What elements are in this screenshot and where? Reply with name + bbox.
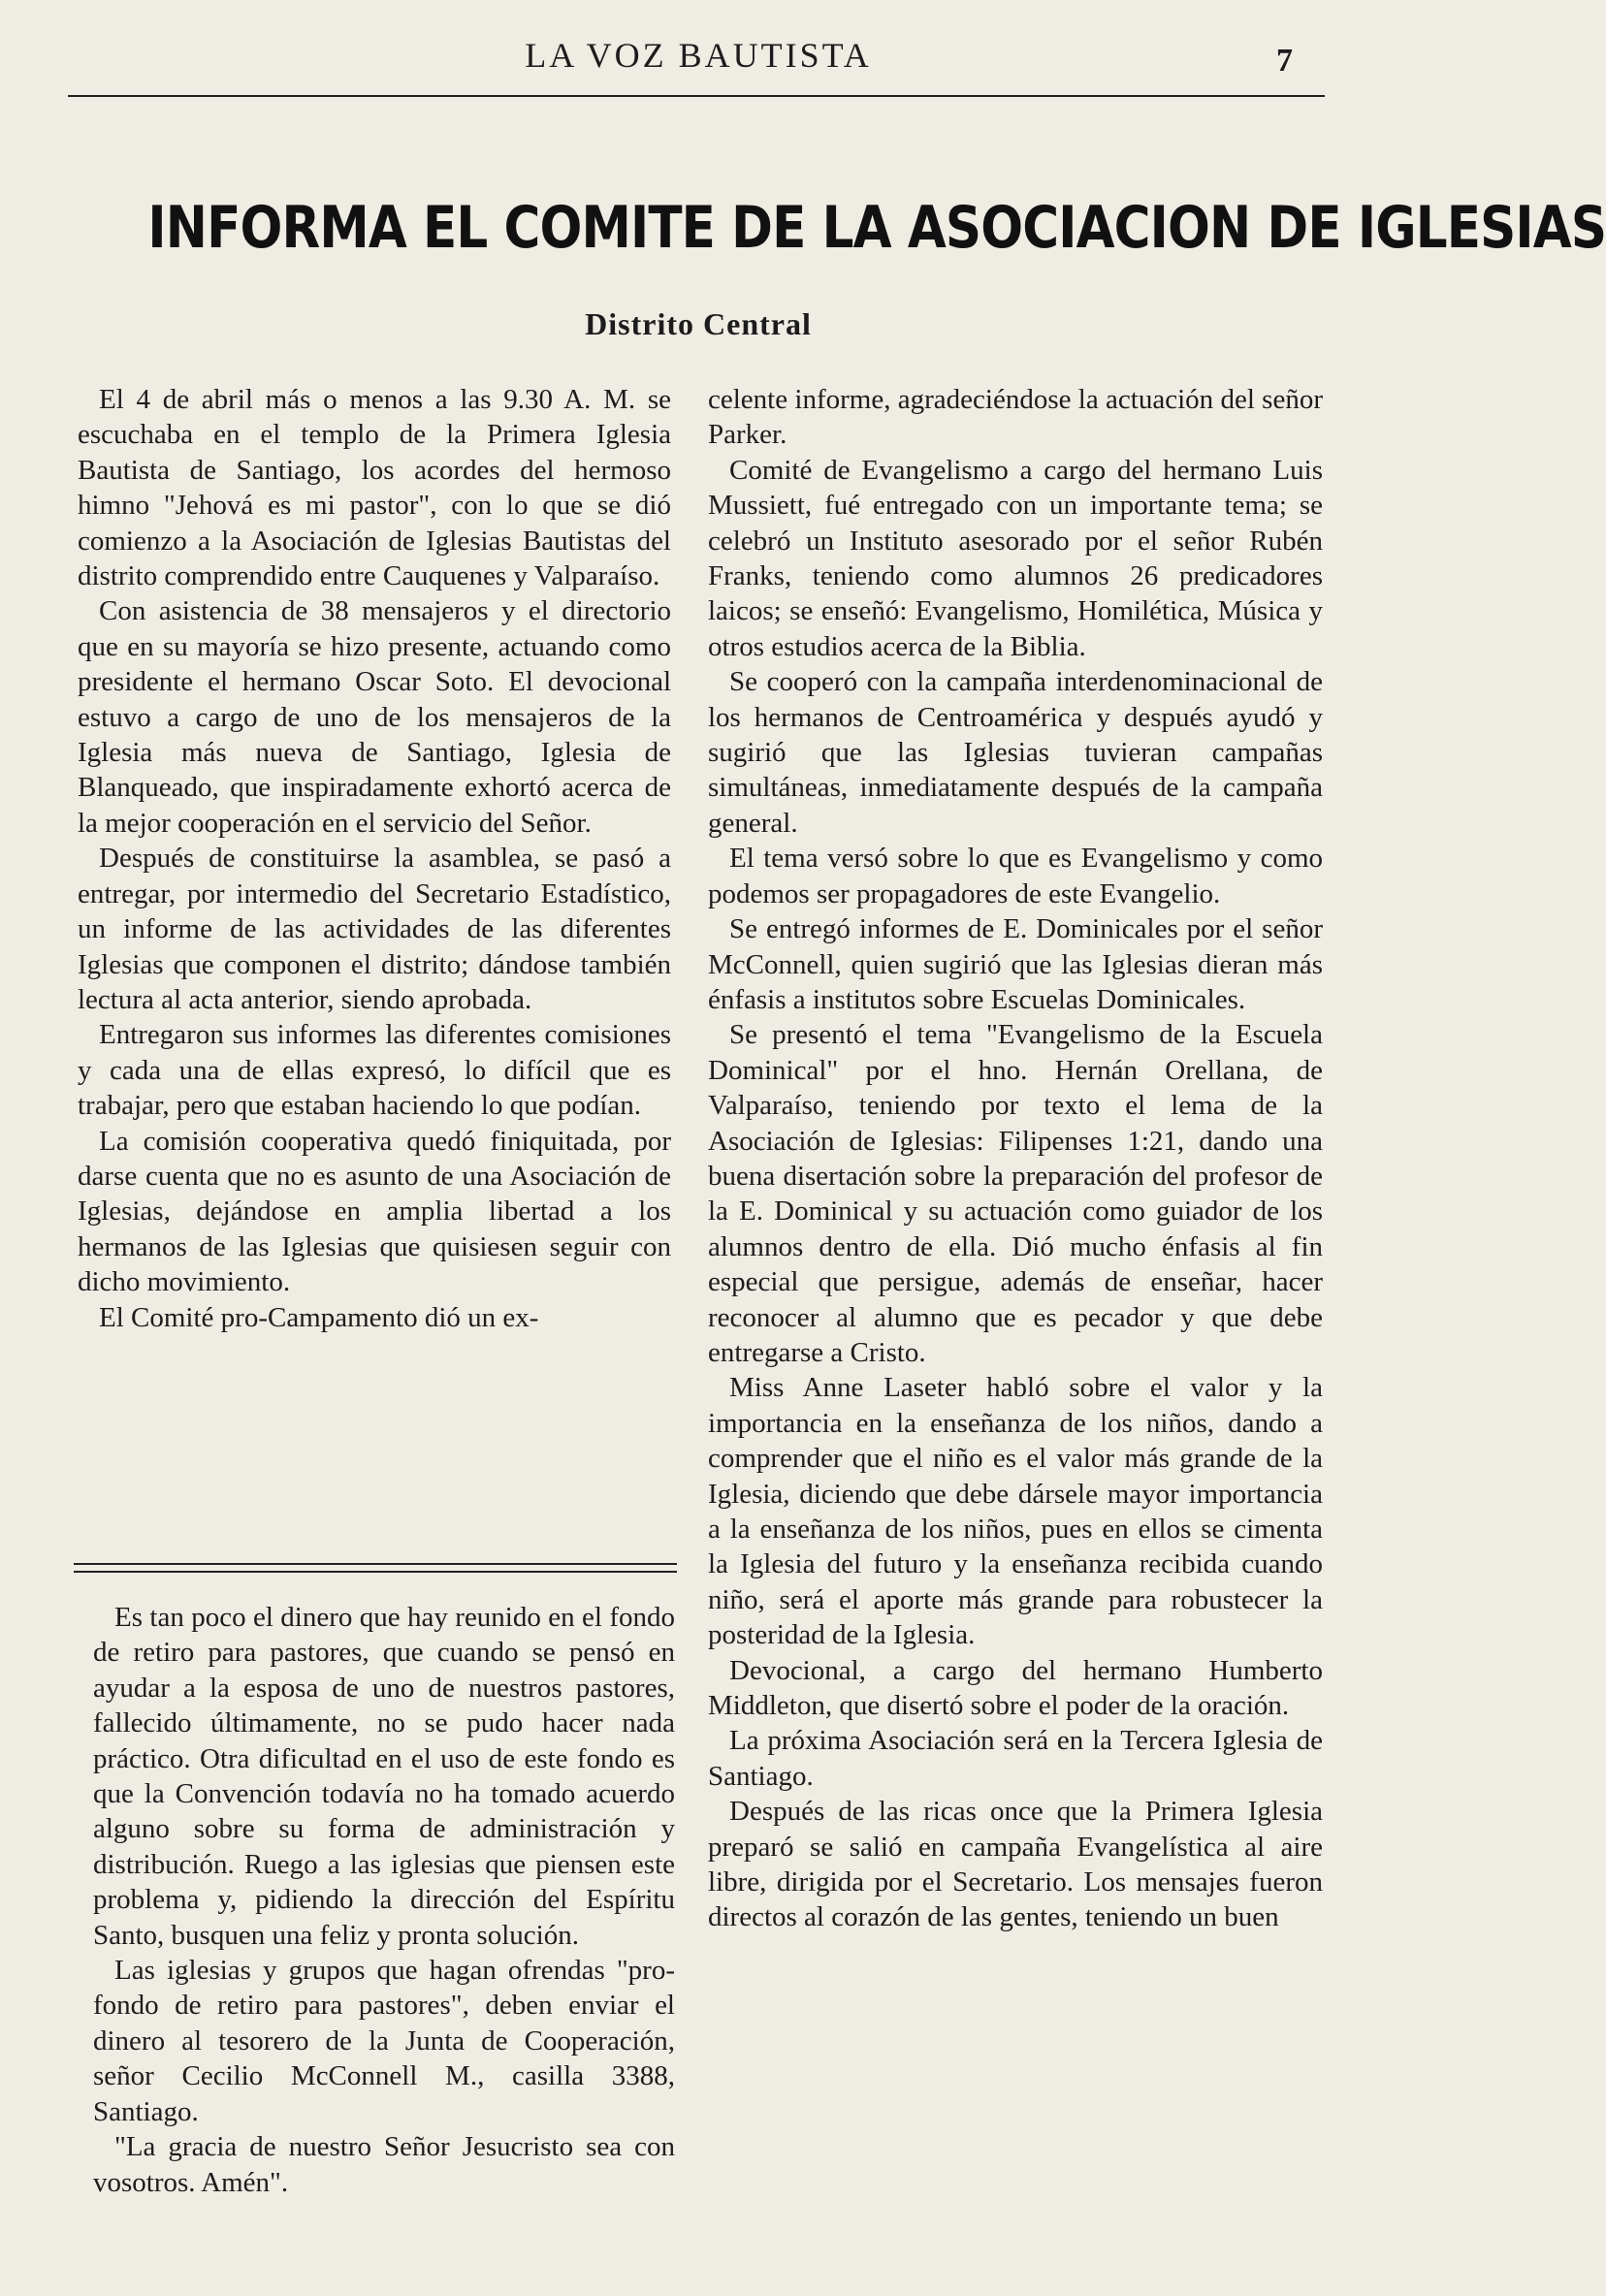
header-rule [68,95,1325,97]
article-paragraph: Miss Anne Laseter habló sobre el valor y la importancia en la enseñanza de los niños, dando a comprender que el niño es el valor más grande de la Iglesia, diciendo que debe dársele mayor importancia a la enseñanza de los niños, pues en ellos se cimenta la Iglesia del futuro y la enseñanza recibida cuando niño, será el aporte más grande para robustecer la posteridad de la Iglesia. [708,1372,1323,1651]
article-paragraph: Después de las ricas once que la Primera Iglesia preparó se salió en campaña Evangelística al aire libre, dirigida por el Secretario. Los mensajes fueron directos al corazón de las gentes, teniendo un buen [708,1796,1323,1933]
article-headline: INFORMA EL COMITE DE LA ASOCIACION DE IGLESIAS [147,194,1606,262]
publication-title: LA VOZ BAUTISTA [525,36,872,75]
article-paragraph: El 4 de abril más o menos a las 9.30 A. M. se escuchaba en el templo de la Primera Iglesia Bautista de Santiago, los acordes del hermoso himno "Jehová es mi pastor", con lo que se dió comienzo a la Asociación de Iglesias Bautistas del distrito comprendido entre Cauquenes y Valparaíso. [78,384,671,592]
article-paragraph: La próxima Asociación será en la Tercera Iglesia de Santiago. [708,1725,1323,1792]
article-paragraph: El tema versó sobre lo que es Evangelismo y como podemos ser propagadores de este Evangelio. [708,843,1323,909]
divider-rule [74,1563,677,1565]
article-left-column [78,382,671,1335]
page-number: 7 [1276,43,1293,79]
article-right-column [708,382,1323,1935]
article-paragraph: Se entregó informes de E. Dominicales por el señor McConnell, quien sugirió que las Iglesias dieran más énfasis a institutos sobre Escuelas Dominicales. [708,913,1323,1015]
retirement-fund-notice [93,1600,675,2200]
article-paragraph: El Comité pro-Campamento dió un ex- [99,1301,539,1333]
notice-paragraph: Las iglesias y grupos que hagan ofrendas "pro-fondo de retiro para pastores", deben enviar el dinero al tesorero de la Junta de Cooperación, señor Cecilio McConnell M., casilla 3388, Santiago. [93,1955,675,2127]
article-paragraph: Se presentó el tema "Evangelismo de la Escuela Dominical" por el hno. Hernán Orellana, de Valparaíso, teniendo por texto el lema de la Asociación de Iglesias: Filipenses 1:21, dando una buena disertación sobre la preparación del profesor de la E. Dominical y su actuación como guiador de los alumnos dentro de ella. Dió mucho énfasis al fin especial que persigue, además de enseñar, hacer reconocer al alumno que es pecador y que debe entregarse a Cristo. [708,1019,1323,1368]
article-paragraph: Después de constituirse la asamblea, se pasó a entregar, por intermedio del Secretario Estadístico, un informe de las actividades de las diferentes Iglesias que componen el distrito; dándose también lectura al acta anterior, siendo aprobada. [78,843,671,1015]
article-paragraph: Devocional, a cargo del hermano Humberto Middleton, que disertó sobre el poder de la oración. [708,1654,1323,1722]
article-paragraph: Comité de Evangelismo a cargo del hermano Luis Mussiett, fué entregado con un importante tema; se celebró un Instituto asesorado por el señor Rubén Franks, teniendo como alumnos 26 predicadores laicos; se enseñó: Evangelismo, Homilética, Música y otros estudios acerca de la Biblia. [708,454,1323,662]
article-paragraph: Se cooperó con la campaña interdenominacional de los hermanos de Centroamérica y después ayudó y sugirió que las Iglesias tuvieran campañas simultáneas, inmediatamente después de la campaña general. [708,666,1323,839]
article-paragraph: La comisión cooperativa quedó finiquitada, por darse cuenta que no es asunto de una Asociación de Iglesias, dejándose en amplia libertad a los hermanos de las Iglesias que quisiesen seguir con dicho movimiento. [78,1125,671,1298]
notice-paragraph: "La gracia de nuestro Señor Jesucristo sea con vosotros. Amén". [93,2131,675,2198]
divider-rule [74,1571,677,1573]
article-paragraph: Con asistencia de 38 mensajeros y el directorio que en su mayoría se hizo presente, actuando como presidente el hermano Oscar Soto. El devocional estuvo a cargo de uno de los mensajeros de la Iglesia más nueva de Santiago, Iglesia de Blanqueado, que inspiradamente exhortó acerca de la mejor cooperación en el servicio del Señor. [78,595,671,839]
article-paragraph: celente informe, agradeciéndose la actuación del señor Parker. [708,384,1323,451]
notice-paragraph: Es tan poco el dinero que hay reunido en el fondo de retiro para pastores, que cuando se pensó en ayudar a la esposa de uno de nuestros pastores, fallecido últimamente, no se pudo hacer nada práctico. Otra dificultad en el uso de este fondo es que la Convención todavía no ha tomado acuerdo alguno sobre su forma de administración y distribución. Ruego a las iglesias que piensen este problema y, pidiendo la dirección del Espíritu Santo, busquen una feliz y pronta solución. [93,1602,675,1951]
article-subheading: Distrito Central [585,306,812,341]
article-paragraph: Entregaron sus informes las diferentes comisiones y cada una de ellas expresó, lo difícil que es trabajar, pero que estaban haciendo lo que podían. [78,1019,671,1122]
